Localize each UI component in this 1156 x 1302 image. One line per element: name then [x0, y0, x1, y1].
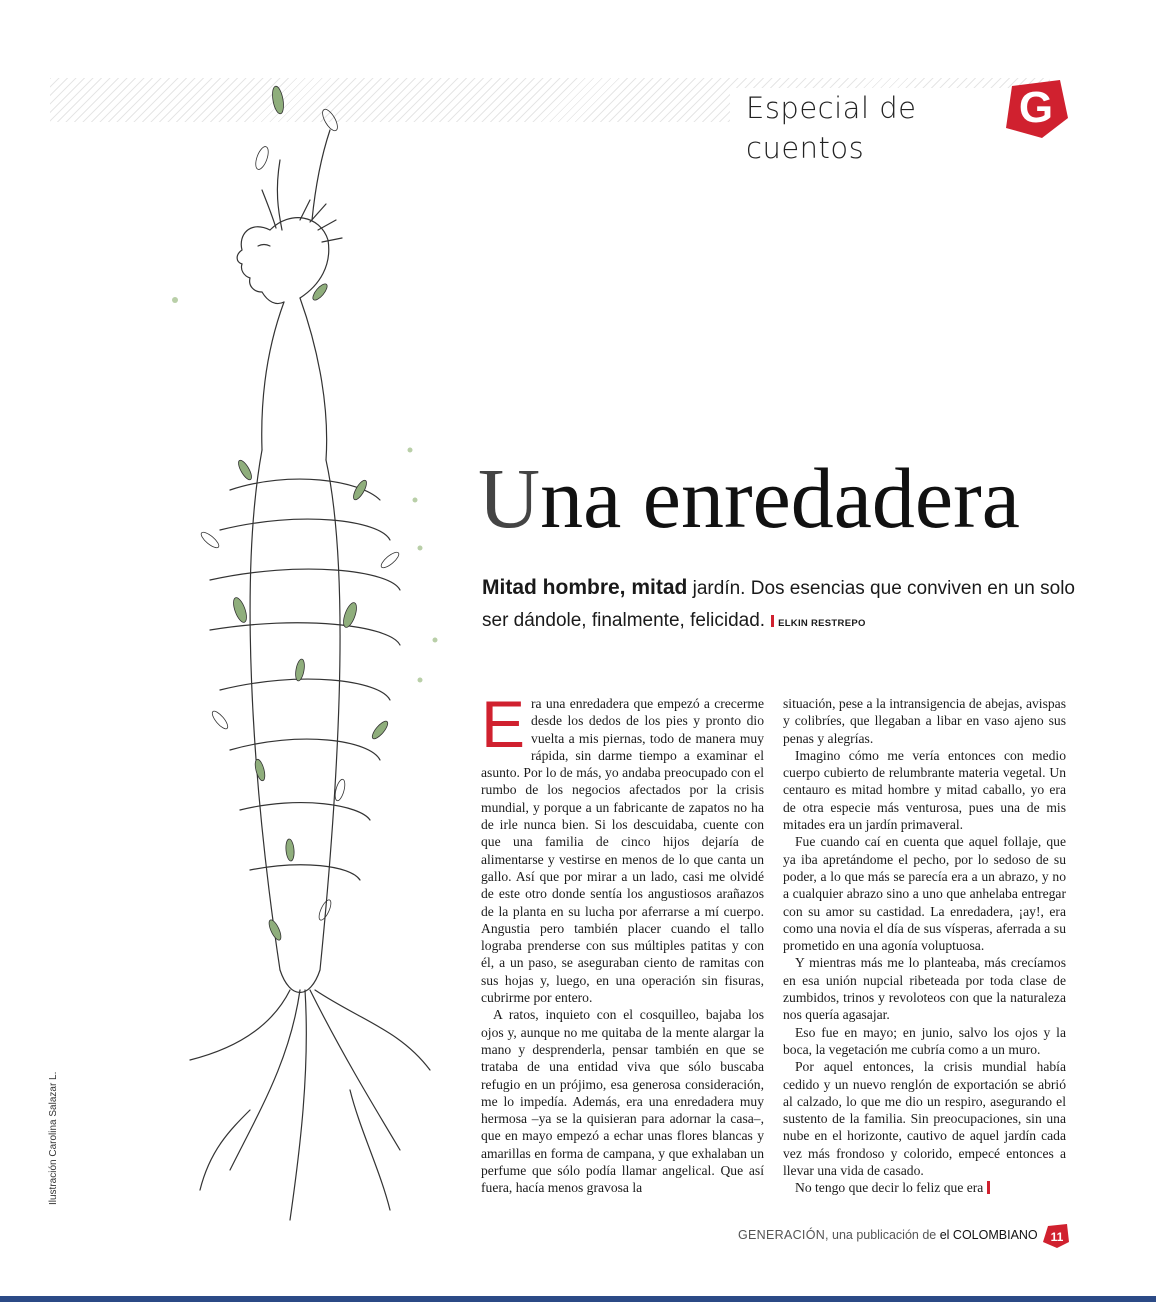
footer-tagline: , una publicación de — [825, 1228, 940, 1242]
title-first-letter: U — [478, 450, 541, 546]
paragraph: Y mientras más me lo planteaba, más crecíamos en esa unión nupcial ribeteada por toda clase de zumbidos, trinos y revoloteos con que la naturaleza nos quería agasajar. — [783, 955, 1066, 1023]
subtitle-bold: Mitad hombre, mitad — [482, 576, 688, 599]
illustration-credit: Ilustración Carolina Salazar L. — [48, 1071, 59, 1205]
footer-publication: GENERACIÓN — [738, 1228, 826, 1242]
generacion-logo-icon — [1002, 78, 1070, 140]
paragraph: situación, pese a la intransigencia de abejas, avispas y colibríes, que llegaban a libar en vaso ajeno sus penas y alegrías. — [783, 696, 1066, 746]
paragraph: Eso fue en mayo; en junio, salvo los ojos y la boca, la vegetación me cubría como a un muro. — [783, 1024, 1066, 1057]
article-title — [478, 448, 1020, 548]
paragraph: A ratos, inquieto con el cosquilleo, bajaba los ojos y, aunque no me quitaba de la mente alargar la mano y desprenderla, pensar también en que se trataba de una entidad viva que sólo buscaba refugio en un prójimo, esa generosa consideración, me lo impedía. Además, era una enredadera muy hermosa –ya se la quisieran para adornar la casa–, que en mayo empezó a echar unas flores blancas y amarillas en forma de campana, y que exhalaban un perfume que sólo podía llamar angelical. Que así fuera, hacía menos gravosa la — [481, 1007, 764, 1196]
paragraph: Fue cuando caí en cuenta que aquel follaje, que ya iba apretándome el pecho, por lo sedoso de su poder, a lo que más se parecía era a un abrazo, y no a cualquier abrazo sino a uno que anhelaba entregar con su amor su castidad. La enredadera, ¡ay!, era como una novia el día de sus vísperas, aferrada a su prometido en una agonía voluptuosa. — [783, 834, 1066, 954]
article-author: ELKIN RESTREPO — [778, 618, 866, 629]
paragraph: Imagino cómo me vería entonces con medio cuerpo cubierto de relumbrante materia vegetal. Un centauro es mitad hombre y mitad caballo, yo era de otra especie más venturosa, pues una de mis mitades era un jardín primaveral. — [783, 747, 1066, 833]
page-footer — [738, 1228, 1038, 1242]
section-title: Especial de cuentos — [730, 88, 1024, 128]
bottom-rule — [0, 1296, 1156, 1302]
paragraph: Por aquel entonces, la crisis mundial había cedido y un nuevo renglón de exportación se abrió al calzado, lo que me dio un respiro, asegurando el sustento de la familia. Sin preocupaciones, sin una nube en el horizonte, cautivo de aquel jardín cada vez más frondoso y colorido, empecé entonces a llevar una vida de casado. — [783, 1059, 1066, 1179]
drop-cap: E — [481, 687, 526, 761]
page-number-badge — [1043, 1224, 1069, 1248]
paragraph — [783, 1179, 1066, 1196]
page-number: 11 — [1050, 1230, 1064, 1244]
paragraph-text: ra una enredadera que empezó a crecerme desde los dedos de los pies y pronto dio vuelta a mis piernas, todo de manera muy rápida, sin darme tiempo a examinar el asunto. Por lo de más, yo andaba preocupado con el rumbo de los negocios afectados por la crisis mundial, y porque a un fabricante de zapatos no ha de irle nunca bien. Si los descuidaba, cuente con que una familia de cinco hijos dejaría de alimentarse y vestirse en menos de lo que canta un gallo. Así que por mirar a un lado, casi me olvidé de este otro donde sentía los angustiosos arañazos de la planta en su lucha por aferrarse a mí cuerpo. Angustia pero también placer cuando el tallo lograba prenderse con sus múltiples patitas y con él, a un paso, se aseguraban ciento de ramitas con sus hojas y, luego, en una operación sin fisuras, cubrirme por entero. — [481, 696, 764, 1006]
end-mark — [987, 1181, 990, 1194]
article-column-1 — [481, 687, 764, 1197]
article-subtitle — [482, 572, 1082, 640]
author-marker — [771, 615, 774, 627]
title-rest: na enredadera — [540, 450, 1020, 546]
footer-brand-name: COLOMBIANO — [952, 1228, 1038, 1242]
vine-man-illustration — [150, 70, 450, 1270]
paragraph-text: No tengo que decir lo feliz que era — [795, 1180, 984, 1196]
article-column-2 — [783, 695, 1066, 1197]
paragraph — [481, 687, 764, 1006]
logo-letter: G — [1018, 83, 1054, 132]
footer-brand-el: el — [939, 1228, 953, 1242]
subtitle-rest: jardín. Dos esencias que conviven en un solo ser dándole, finalmente, felicidad. — [482, 578, 1075, 631]
